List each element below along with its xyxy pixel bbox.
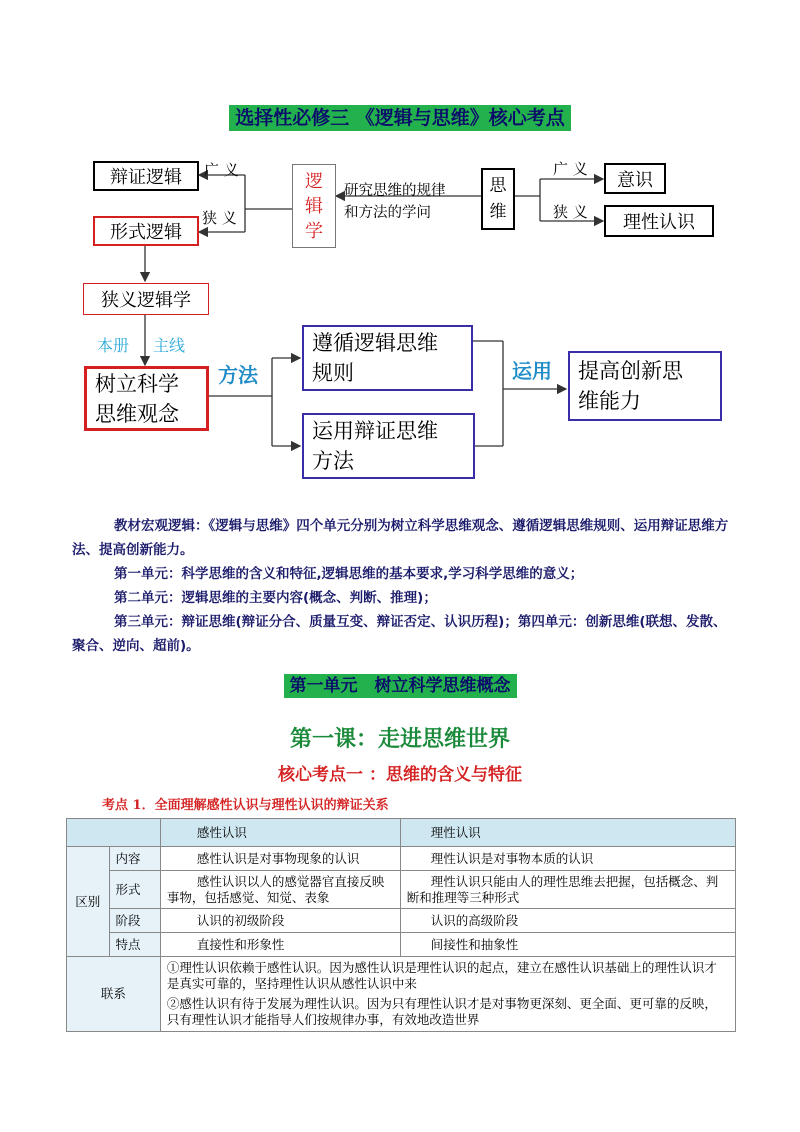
- row-lixing: 理性认识只能由人的理性思维去把握，包括概念、判断和推理等三种形式: [400, 871, 735, 909]
- row-lixing: 理性认识是对事物本质的认识: [400, 847, 735, 871]
- unit-title: 第一单元 树立科学思维概念: [284, 674, 517, 698]
- table-row: [67, 871, 736, 909]
- yunyong-bz-line2: 方法: [312, 449, 354, 473]
- siwei-char-1: 思: [489, 176, 507, 196]
- siwei-box: [481, 168, 515, 230]
- row-lixing: 间接性和抽象性: [400, 933, 735, 957]
- header-ganxing: 感性认识: [160, 819, 400, 847]
- logic-box: [292, 164, 336, 248]
- lianxi-cell: 联系: [67, 957, 161, 1032]
- tigao-box: [568, 351, 722, 421]
- unit-title-wrap: [0, 671, 800, 696]
- row-ganxing: 感性认识以人的感觉器官直接反映事物，包括感觉、知觉、表象: [160, 871, 400, 909]
- shuli-line1: 树立科学: [95, 371, 179, 396]
- intro-p4: 第三单元：辩证思维(辩证分合、质量互变、辩证否定、认识历程)；第四单元：创新思维(联想、发散、聚合、逆向、超前)。: [72, 614, 727, 654]
- row-key: 形式: [109, 871, 160, 909]
- xiayi-left-label: 狭 义: [202, 209, 237, 227]
- shuli-line2: 思维观念: [95, 401, 179, 426]
- row-lixing: 认识的高级阶段: [400, 909, 735, 933]
- row-ganxing: 直接性和形象性: [160, 933, 400, 957]
- table-row-lianxi: [67, 957, 736, 1032]
- row-ganxing: 感性认识是对事物现象的认识: [160, 847, 400, 871]
- zhuxian-label: 主线: [153, 336, 186, 355]
- xiayi-logic-label: 狭义逻辑学: [101, 290, 191, 311]
- yishi-box: [604, 163, 666, 194]
- header-blank: [67, 819, 161, 847]
- bianzheng-box: [93, 161, 199, 191]
- qubie-cell: 区别: [67, 847, 110, 957]
- guangyi-left-label: 广 义: [204, 161, 239, 179]
- logic-char-3: 学: [305, 220, 323, 242]
- lixing-box: [604, 205, 714, 237]
- tigao-line1: 提高创新思: [578, 359, 683, 383]
- intro-p3: 第二单元：逻辑思维的主要内容(概念、判断、推理)；: [114, 590, 437, 606]
- zunxun-line2: 规则: [312, 361, 354, 385]
- tigao-line2: 维能力: [578, 389, 641, 413]
- benche-label: 本册: [97, 336, 130, 355]
- table-header-row: [67, 819, 736, 847]
- lianxi-point-2: ②感性认识有待于发展为理性认识。因为只有理性认识才是对事物更深刻、更全面、更可靠的反映，只有理性认识才能指导人们按规律办事，有效地改造世界: [166, 996, 717, 1027]
- row-key: 阶段: [109, 909, 160, 933]
- logic-def-line1: 研究思维的规律: [344, 183, 446, 199]
- intro-p1: 教材宏观逻辑：《逻辑与思维》四个单元分别为树立科学思维观念、遵循逻辑思维规则、运用辩证思维方法、提高创新能力。: [72, 518, 729, 558]
- yunyong-bz-box: [302, 413, 475, 479]
- yunyong-label: 运用: [512, 359, 552, 383]
- xingshi-label: 形式逻辑: [110, 222, 182, 243]
- kp-subtitle: 考点 1．全面理解感性认识与理性认识的辩证关系: [102, 798, 389, 813]
- table-row: [67, 847, 736, 871]
- siwei-char-2: 维: [489, 202, 507, 222]
- doc-title: 选择性必修三 《逻辑与思维》核心考点: [229, 105, 571, 131]
- xingshi-box: [93, 216, 199, 246]
- table-row: [67, 909, 736, 933]
- lixing-label: 理性认识: [623, 212, 695, 233]
- zunxun-line1: 遵循逻辑思维: [312, 331, 438, 355]
- kp-title: 核心考点一 ：思维的含义与特征: [278, 765, 522, 785]
- fangfa-label: 方法: [218, 363, 258, 387]
- lianxi-point-1: ①理性认识依赖于感性认识。因为感性认识是理性认识的起点，建立在感性认识基础上的理性认识才是真实可靠的，坚持理性认识从感性认识中来: [166, 960, 717, 991]
- lesson-title: 第一课：走进思维世界: [289, 727, 510, 752]
- intro-p2: 第一单元：科学思维的含义和特征,逻辑思维的基本要求,学习科学思维的意义；: [114, 566, 584, 582]
- table-row: [67, 933, 736, 957]
- bianzheng-label: 辩证逻辑: [110, 167, 182, 188]
- row-key: 内容: [109, 847, 160, 871]
- yunyong-bz-line1: 运用辩证思维: [312, 419, 438, 443]
- logic-char-2: 辑: [305, 195, 323, 217]
- header-lixing: 理性认识: [400, 819, 735, 847]
- zunxun-box: [302, 325, 473, 391]
- logic-def-line2: 和方法的学问: [344, 205, 431, 221]
- xiayi-logic-box: [83, 283, 209, 315]
- row-ganxing: 认识的初级阶段: [160, 909, 400, 933]
- logic-char-1: 逻: [305, 170, 323, 192]
- comparison-table: [66, 818, 736, 1032]
- yishi-label: 意识: [617, 169, 653, 191]
- shuli-box: [84, 366, 209, 431]
- guangyi-right-label: 广 义: [553, 160, 588, 178]
- lianxi-content: [160, 957, 735, 1032]
- xiayi-right-label: 狭 义: [553, 203, 588, 221]
- row-key: 特点: [109, 933, 160, 957]
